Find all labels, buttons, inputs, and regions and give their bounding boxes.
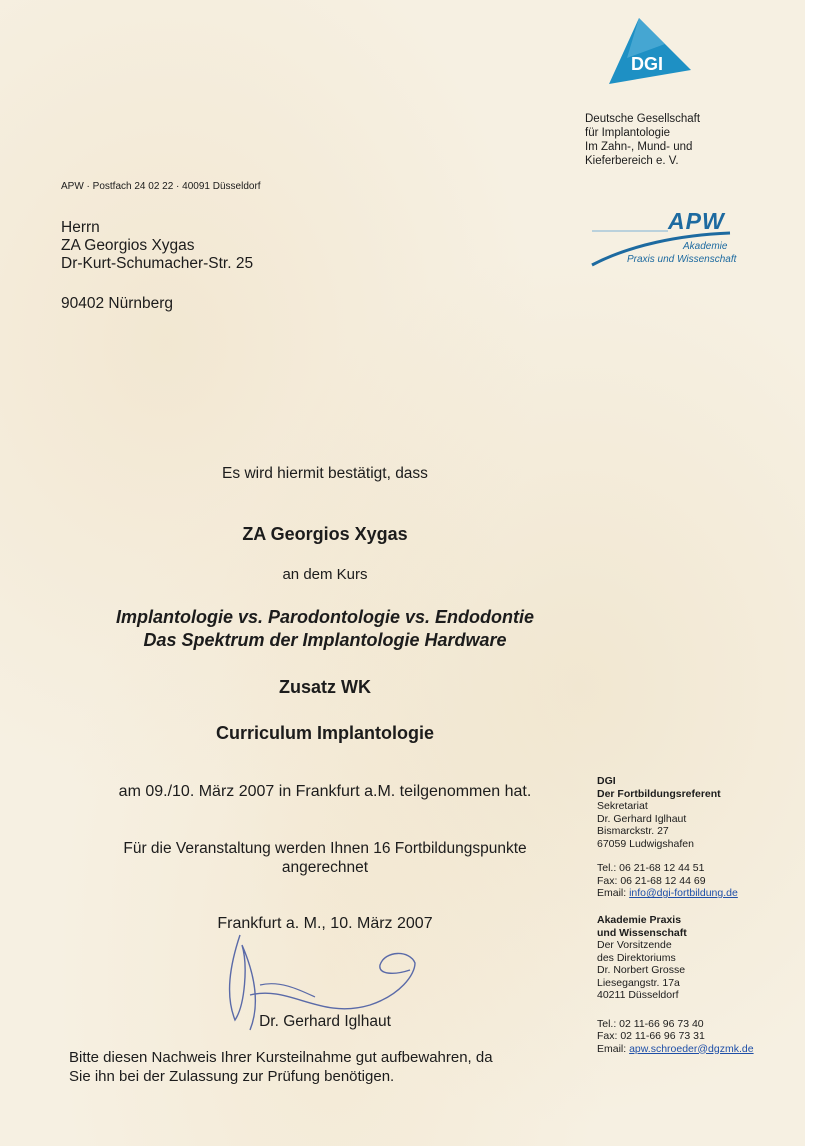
apw-logo-subtitle: Praxis und Wissenschaft xyxy=(627,254,737,265)
email-label: Email: xyxy=(597,887,630,899)
course-title-line: Das Spektrum der Implantologie Hardware xyxy=(143,630,507,650)
dgi-logo-text: DGI xyxy=(631,54,664,74)
dgi-contact-tel: Tel.: 06 21-68 12 44 51 xyxy=(597,862,705,874)
apw-contact-line: Liesegangstr. 17a xyxy=(597,976,680,989)
curriculum-title: Curriculum Implantologie xyxy=(215,723,434,743)
recipient-line: Herrn xyxy=(61,219,100,236)
apw-contact-org: Akademie Praxis xyxy=(597,914,682,926)
footer-note xyxy=(69,1048,493,1086)
apw-logo-text: APW xyxy=(668,208,725,234)
apw-contact-block xyxy=(597,914,754,1055)
recipient-city: 90402 Nürnberg xyxy=(61,295,174,312)
dgi-contact-role: Der Fortbildungsreferent xyxy=(597,787,721,800)
apw-logo-subtitle: Akademie xyxy=(683,241,728,252)
dgi-contact-line: Bismarckstr. 27 xyxy=(597,825,669,837)
dgi-org-line: Kieferbereich e. V. xyxy=(585,155,679,167)
participation-statement: am 09./10. März 2007 in Frankfurt a.M. teilgenommen hat. xyxy=(118,783,532,800)
dgi-contact-line: 67059 Ludwigshafen xyxy=(597,837,694,850)
footer-note-line: Sie ihn bei der Zulassung zur Prüfung benötigen. xyxy=(69,1068,395,1085)
footer-note-line: Bitte diesen Nachweis Ihrer Kursteilnahme gut aufbewahren, da xyxy=(69,1049,493,1066)
course-title xyxy=(60,606,590,652)
dgi-org-line: Deutsche Gesellschaft xyxy=(585,113,701,125)
dgi-organisation-name xyxy=(585,112,700,168)
participant-name: ZA Georgios Xygas xyxy=(242,524,408,544)
dgi-contact-block xyxy=(597,775,738,900)
apw-contact-fax: Fax: 02 11-66 96 73 31 xyxy=(597,1030,705,1042)
credit-points-statement xyxy=(60,839,590,877)
course-addition: Zusatz WK xyxy=(279,677,371,697)
recipient-line: ZA Georgios Xygas xyxy=(61,237,195,254)
dgi-contact-org: DGI xyxy=(597,775,616,787)
recipient-address xyxy=(61,219,253,273)
apw-contact-tel: Tel.: 02 11-66 96 73 40 xyxy=(597,1017,704,1030)
dgi-org-line: Im Zahn-, Mund- und xyxy=(585,141,693,153)
apw-contact-org: und Wissenschaft xyxy=(597,926,687,939)
dgi-contact-line: Dr. Gerhard Iglhaut xyxy=(597,812,687,825)
dgi-contact-email-row xyxy=(597,887,738,900)
course-title-line: Implantologie vs. Parodontologie vs. Endodontie xyxy=(115,607,535,627)
credit-points-line: Für die Veranstaltung werden Ihnen 16 Fortbildungspunkte xyxy=(123,840,527,857)
dgi-email-link[interactable]: info@dgi-fortbildung.de xyxy=(629,887,738,899)
confirmation-text: Es wird hiermit bestätigt, dass xyxy=(222,465,428,482)
dgi-org-line: für Implantologie xyxy=(585,127,671,139)
signer-name: Dr. Gerhard Iglhaut xyxy=(259,1013,391,1030)
apw-contact-email-row xyxy=(597,1043,754,1056)
apw-contact-line: Der Vorsitzende xyxy=(597,939,672,951)
course-intro: an dem Kurs xyxy=(282,566,368,583)
recipient-line: Dr-Kurt-Schumacher-Str. 25 xyxy=(61,255,254,272)
page-edge-strip xyxy=(805,0,827,1146)
apw-contact-line: Dr. Norbert Grosse xyxy=(597,964,686,976)
dgi-contact-fax: Fax: 06 21-68 12 44 69 xyxy=(597,874,706,887)
apw-contact-line: 40211 Düsseldorf xyxy=(597,989,679,1001)
email-label: Email: xyxy=(597,1042,630,1055)
dgi-logo-icon xyxy=(605,18,691,88)
place-and-date: Frankfurt a. M., 10. März 2007 xyxy=(217,915,433,932)
apw-email-link[interactable]: apw.schroeder@dgzmk.de xyxy=(629,1042,754,1055)
apw-contact-line: des Direktoriums xyxy=(597,951,676,964)
credit-points-line: angerechnet xyxy=(281,859,369,876)
dgi-contact-line: Sekretariat xyxy=(597,800,648,812)
sender-address-line: APW · Postfach 24 02 22 · 40091 Düsseldorf xyxy=(61,181,261,192)
